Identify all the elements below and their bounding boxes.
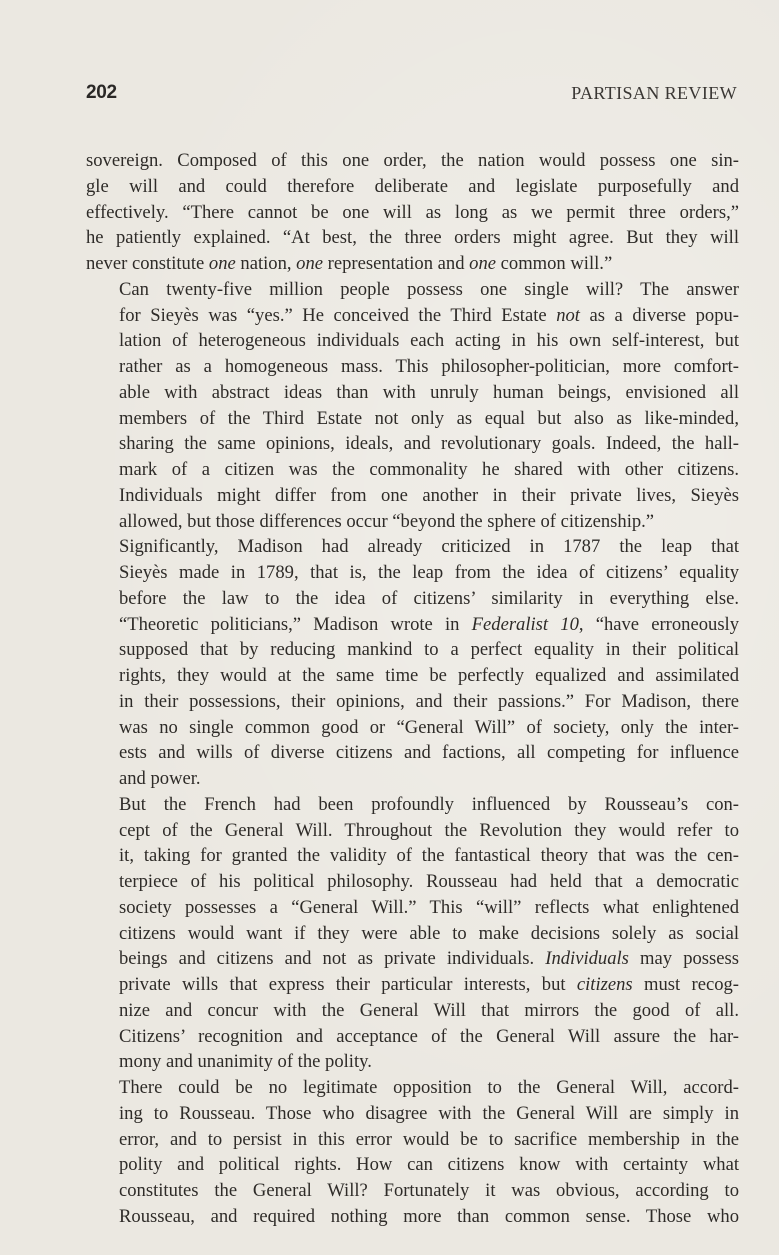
text-line: Citizens’ recognition and acceptance of the General Will assure the har- [119, 1025, 739, 1047]
text-line: members of the Third Estate not only as equal but also as like-minded, [119, 407, 739, 429]
text-line: before the law to the idea of citizens’ similarity in everything else. [119, 587, 739, 609]
text-line: lation of heterogeneous individuals each acting in his own self-interest, but [119, 330, 739, 352]
text-line: error, and to persist in this error would be to sacrifice membership in the [119, 1128, 739, 1150]
text-line: cept of the General Will. Throughout the Revolution they would refer to [119, 819, 739, 841]
text-line: sharing the same opinions, ideals, and revolutionary goals. Indeed, the hall- [119, 433, 739, 455]
text-line: Individuals might differ from one another in their private lives, Sieyès [119, 484, 739, 506]
text-line: was no single common good or “General Will” of society, only the inter- [119, 716, 739, 738]
text-line: nize and concur with the General Will that mirrors the good of all. [119, 999, 739, 1021]
page-number: 202 [86, 82, 117, 103]
text-line: society possesses a “General Will.” This “will” reflects what enlightened [119, 896, 739, 918]
text-line: ing to Rousseau. Those who disagree with the General Will are simply in [119, 1102, 739, 1124]
text-line: terpiece of his political philosophy. Rousseau had held that a democratic [119, 871, 739, 892]
text-line: rights, they would at the same time be perfectly equalized and assimilated [119, 665, 739, 686]
text-line: he patiently explained. “At best, the three orders might agree. But they will [86, 227, 739, 249]
text-line: “Theoretic politicians,” Madison wrote in Federalist 10, “have erroneously [119, 613, 740, 635]
text-line: private wills that express their particular interests, but citizens must recog- [119, 974, 739, 995]
text-line: ests and wills of diverse citizens and factions, all competing for influence [119, 742, 739, 764]
text-line: in their possessions, their opinions, and their passions.” For Madison, there [119, 690, 739, 712]
text-line: Sieyès made in 1789, that is, the leap from the idea of citizens’ equality [119, 562, 739, 583]
text-line: Can twenty-five million people possess one single will? The answer [119, 278, 739, 300]
paragraph [86, 148, 739, 277]
running-head [86, 82, 737, 108]
paragraph [86, 792, 739, 1075]
text-line: sovereign. Composed of this one order, the nation would possess one sin- [86, 150, 739, 171]
text-line: mony and unanimity of the polity. [119, 1051, 372, 1073]
text-line: effectively. “There cannot be one will as long as we permit three orders,” [86, 201, 739, 223]
text-line: rather as a homogeneous mass. This philosopher-politician, more comfort- [119, 356, 739, 377]
paragraph [86, 534, 739, 792]
text-line: for Sieyès was “yes.” He conceived the Third Estate not as a diverse popu- [119, 304, 739, 326]
paragraph [86, 1075, 739, 1230]
text-line: allowed, but those differences occur “beyond the sphere of citizenship.” [119, 510, 655, 532]
text-line: Significantly, Madison had already criticized in 1787 the leap that [119, 536, 739, 558]
text-line: polity and political rights. How can citizens know with certainty what [119, 1154, 739, 1176]
article-body [86, 148, 739, 1230]
text-line: gle will and could therefore deliberate and legislate purposefully and [86, 175, 739, 197]
text-line: But the French had been profoundly influenced by Rousseau’s con- [119, 793, 739, 815]
text-line: it, taking for granted the validity of the fantastical theory that was the cen- [119, 845, 739, 867]
text-line: constitutes the General Will? Fortunately it was obvious, according to [119, 1180, 739, 1201]
text-line: Rousseau, and required nothing more than common sense. Those who [119, 1205, 739, 1227]
text-line: beings and citizens and not as private individuals. Individuals may possess [119, 948, 739, 970]
paragraph [86, 277, 739, 535]
text-line: never constitute one nation, one representation and one common will.” [86, 253, 613, 274]
journal-title: PARTISAN REVIEW [571, 83, 737, 103]
text-line: citizens would want if they were able to make decisions solely as social [119, 922, 739, 944]
text-line: There could be no legitimate opposition to the General Will, accord- [119, 1077, 739, 1098]
text-line: supposed that by reducing mankind to a perfect equality in their political [119, 639, 739, 661]
text-line: mark of a citizen was the commonality he shared with other citizens. [119, 459, 739, 480]
text-line: able with abstract ideas than with unruly human beings, envisioned all [119, 381, 739, 403]
text-line: and power. [119, 768, 201, 789]
